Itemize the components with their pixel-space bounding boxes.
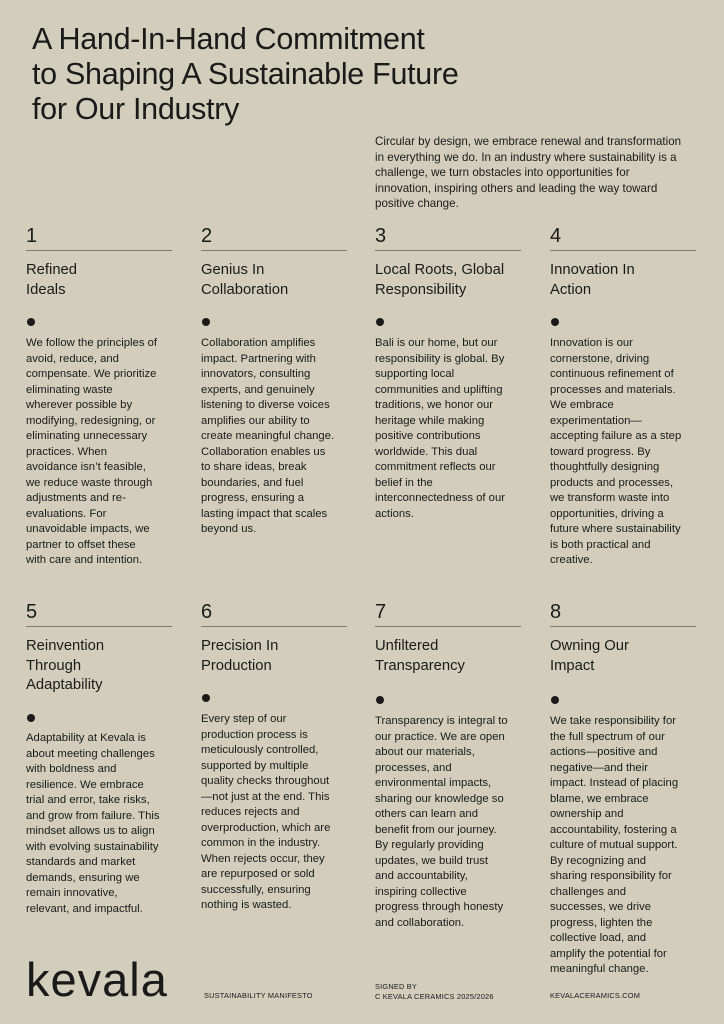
body-line: quality checks throughout: [201, 775, 330, 787]
heading-line: Transparency: [375, 657, 465, 674]
body-line: avoidance isn’t feasible,: [26, 461, 146, 473]
kevala-logo: kevala: [26, 953, 168, 1006]
principle-number: 6: [201, 602, 347, 627]
bullet-dot-icon: [27, 714, 35, 722]
principle-heading: [201, 637, 347, 676]
body-line: future where sustainability: [550, 523, 681, 535]
body-line: Innovation is our: [550, 337, 633, 349]
body-line: we reduce waste through: [26, 476, 153, 489]
heading-line: Reinvention: [26, 638, 105, 654]
body-line: create meaningful change.: [201, 430, 335, 442]
principle-heading: [201, 261, 347, 300]
intro-line: Circular by design, we embrace renewal and transformation: [375, 135, 682, 148]
body-line: evaluations. For: [26, 507, 107, 520]
body-line: communities and uplifting: [375, 383, 503, 396]
heading-line: Collaboration: [201, 281, 289, 298]
principle-heading: [26, 261, 172, 300]
principle-6: [201, 601, 347, 911]
body-line: traditions, we honor our: [375, 399, 494, 411]
principle-8: [550, 601, 696, 975]
title-line: to Shaping A Sustainable Future: [32, 57, 459, 91]
body-line: with boldness and: [26, 763, 117, 775]
body-line: nothing is wasted.: [201, 899, 292, 911]
body-line: reduces rejects and: [201, 806, 300, 818]
body-line: Every step of our: [201, 713, 287, 725]
heading-line: Action: [550, 281, 592, 298]
principle-5: [26, 601, 172, 915]
principle-body: [375, 336, 525, 522]
body-line: about meeting challenges: [26, 747, 155, 760]
body-line: interconnectedness of our: [375, 492, 505, 504]
principle-heading: [375, 637, 521, 676]
title-line: A Hand-In-Hand Commitment: [32, 22, 425, 56]
body-line: culture of mutual support.: [550, 839, 678, 851]
principle-1: [26, 225, 172, 566]
body-line: actions.: [375, 507, 414, 520]
body-line: progress, lighten the: [550, 916, 653, 929]
body-line: impact. Instead of placing: [550, 777, 679, 789]
body-line: processes and materials.: [550, 383, 676, 396]
body-line: partner to offset these: [26, 538, 136, 551]
heading-line: Responsibility: [375, 281, 467, 298]
footer-label: SUSTAINABILITY MANIFESTO: [204, 991, 313, 1000]
body-line: we transform waste into: [550, 492, 670, 504]
body-line: common in the industry.: [201, 837, 321, 849]
body-line: demands, ensuring we: [26, 871, 140, 884]
body-line: By recognizing and: [550, 854, 647, 867]
body-line: successfully, ensuring: [201, 883, 311, 896]
body-line: actions—positive and: [550, 746, 658, 758]
body-line: blame, we embrace: [550, 792, 649, 805]
body-line: production process is: [201, 728, 308, 741]
body-line: beyond us.: [201, 523, 257, 535]
body-line: with evolving sustainability: [26, 840, 159, 853]
body-line: belief in the: [375, 476, 433, 489]
body-line: successes, we drive: [550, 901, 652, 913]
body-line: Collaboration enables us: [201, 445, 326, 458]
heading-line: Adaptability: [26, 677, 103, 693]
copyright: C KEVALA CERAMICS 2025/2026: [375, 992, 494, 1001]
body-line: practices. When: [26, 445, 107, 458]
body-line: negative—and their: [550, 761, 648, 774]
body-line: processes, and: [375, 761, 452, 774]
body-line: cornerstone, driving: [550, 352, 650, 365]
principle-body: [26, 731, 176, 917]
principle-body: [26, 336, 176, 569]
principle-3: [375, 225, 521, 520]
body-line: Collaboration amplifies: [201, 337, 316, 349]
principle-4: [550, 225, 696, 566]
body-line: toward progress. By: [550, 445, 651, 458]
body-line: accountability, fostering a: [550, 823, 677, 836]
principle-number: 8: [550, 602, 696, 627]
body-line: eliminating unnecessary: [26, 430, 148, 442]
body-line: When rejects occur, they: [201, 852, 325, 865]
body-line: amplify the potential for: [550, 947, 667, 960]
heading-line: Unfiltered: [375, 638, 439, 654]
heading-line: Local Roots, Global: [375, 262, 505, 278]
body-line: challenges and: [550, 885, 627, 898]
principle-heading: [550, 637, 696, 676]
body-line: accepting failure as a step: [550, 430, 682, 442]
page-title: [32, 22, 552, 127]
body-line: modifying, redesigning, or: [26, 414, 156, 427]
body-line: Transparency is integral to: [375, 715, 508, 727]
body-line: boundaries, and fuel: [201, 476, 304, 489]
intro-line: innovation, inspiring others and leading the way toward: [375, 181, 658, 195]
body-line: sharing responsibility for: [550, 870, 672, 882]
heading-line: Genius In: [201, 262, 265, 278]
principle-heading: [375, 261, 521, 300]
body-line: and collaboration.: [375, 916, 465, 929]
body-line: experimentation—: [550, 414, 642, 427]
body-line: We embrace: [550, 399, 614, 411]
principle-heading: [26, 637, 172, 696]
body-line: trial and error, take risks,: [26, 794, 150, 806]
bullet-dot-icon: [202, 694, 210, 702]
principle-number: 1: [26, 226, 172, 251]
bullet-dot-icon: [202, 318, 210, 326]
body-line: our practice. We are open: [375, 730, 505, 743]
footer-signature: [375, 982, 494, 1002]
body-line: progress, ensuring a: [201, 492, 304, 504]
signed-by: SIGNED BY: [375, 982, 418, 991]
body-line: compensate. We prioritize: [26, 368, 157, 380]
body-line: By regularly providing: [375, 839, 484, 851]
body-line: We take responsibility for: [550, 715, 676, 727]
body-line: innovators, consulting: [201, 368, 311, 380]
body-line: environmental impacts,: [375, 777, 492, 789]
body-line: experts, and genuinely: [201, 383, 315, 396]
body-line: with care and intention.: [26, 554, 143, 566]
principle-body: [375, 714, 525, 931]
body-line: worldwide. This dual: [375, 445, 478, 458]
body-line: amplifies our ability to: [201, 414, 310, 427]
body-line: benefit from our journey.: [375, 823, 497, 836]
body-line: wherever possible by: [26, 399, 133, 411]
body-line: relevant, and impactful.: [26, 902, 143, 915]
principle-body: [201, 336, 351, 538]
body-line: supported by multiple: [201, 759, 309, 772]
body-line: are repurposed or sold: [201, 868, 315, 880]
body-line: resilience. We embrace: [26, 778, 144, 791]
body-line: meticulously controlled,: [201, 744, 319, 756]
body-line: progress through honesty: [375, 901, 504, 913]
principle-number: 2: [201, 226, 347, 251]
heading-line: Precision In: [201, 638, 279, 654]
intro-line: in everything we do. In an industry where sustainability is a: [375, 150, 677, 164]
body-line: the full spectrum of our: [550, 730, 665, 743]
principle-body: [201, 712, 351, 914]
body-line: to share ideas, break: [201, 461, 307, 473]
heading-line: Refined: [26, 262, 78, 278]
intro-paragraph: [375, 134, 705, 212]
body-line: continuous refinement of: [550, 368, 674, 380]
body-line: ownership and: [550, 808, 624, 820]
body-line: is both practical and: [550, 538, 651, 551]
principle-number: 4: [550, 226, 696, 251]
body-line: collective load, and: [550, 932, 647, 944]
principle-7: [375, 601, 521, 929]
body-line: Bali is our home, but our: [375, 337, 498, 349]
footer-website[interactable]: KEVALACERAMICS.COM: [550, 991, 641, 1000]
body-line: positive contributions: [375, 430, 481, 442]
principle-heading: [550, 261, 696, 300]
body-line: listening to diverse voices: [201, 399, 330, 411]
body-line: creative.: [550, 554, 593, 566]
body-line: standards and market: [26, 856, 136, 868]
principle-number: 7: [375, 602, 521, 627]
bullet-dot-icon: [376, 318, 384, 326]
bullet-dot-icon: [551, 696, 559, 704]
body-line: sharing our knowledge so: [375, 792, 504, 805]
principle-number: 5: [26, 602, 172, 627]
body-line: updates, we build trust: [375, 854, 489, 867]
body-line: impact. Partnering with: [201, 352, 316, 365]
principle-body: [550, 714, 700, 978]
heading-line: Through: [26, 657, 82, 674]
body-line: avoid, reduce, and: [26, 352, 119, 365]
intro-line: positive change.: [375, 197, 459, 211]
body-line: responsibility is global. By: [375, 352, 505, 365]
body-line: opportunities, driving a: [550, 507, 664, 520]
body-line: products and processes,: [550, 476, 674, 489]
heading-line: Ideals: [26, 281, 66, 298]
bullet-dot-icon: [551, 318, 559, 326]
body-line: unavoidable impacts, we: [26, 523, 150, 535]
body-line: lasting impact that scales: [201, 507, 328, 520]
heading-line: Production: [201, 657, 272, 674]
body-line: overproduction, which are: [201, 821, 331, 834]
body-line: We follow the principles of: [26, 337, 158, 349]
heading-line: Owning Our: [550, 638, 629, 654]
body-line: heritage while making: [375, 414, 485, 427]
heading-line: Impact: [550, 657, 595, 674]
body-line: remain innovative,: [26, 887, 118, 899]
body-line: about our materials,: [375, 746, 475, 758]
body-line: inspiring collective: [375, 885, 467, 898]
body-line: thoughtfully designing: [550, 461, 660, 473]
bullet-dot-icon: [27, 318, 35, 326]
bullet-dot-icon: [376, 696, 384, 704]
body-line: adjustments and re-: [26, 492, 126, 504]
heading-line: Innovation In: [550, 262, 635, 278]
body-line: and accountability,: [375, 870, 468, 882]
body-line: Adaptability at Kevala is: [26, 732, 146, 744]
body-line: commitment reflects our: [375, 461, 496, 473]
body-line: meaningful change.: [550, 963, 649, 975]
body-line: eliminating waste: [26, 383, 113, 396]
body-line: and grow from failure. This: [26, 809, 160, 822]
principle-body: [550, 336, 700, 569]
body-line: mindset allows us to align: [26, 825, 155, 837]
body-line: others can learn and: [375, 808, 478, 820]
intro-line: challenge, we turn obstacles into opportunities for: [375, 166, 630, 180]
title-line: for Our Industry: [32, 92, 240, 126]
principle-number: 3: [375, 226, 521, 251]
body-line: supporting local: [375, 368, 455, 380]
principle-2: [201, 225, 347, 535]
body-line: —not just at the end. This: [201, 790, 330, 803]
